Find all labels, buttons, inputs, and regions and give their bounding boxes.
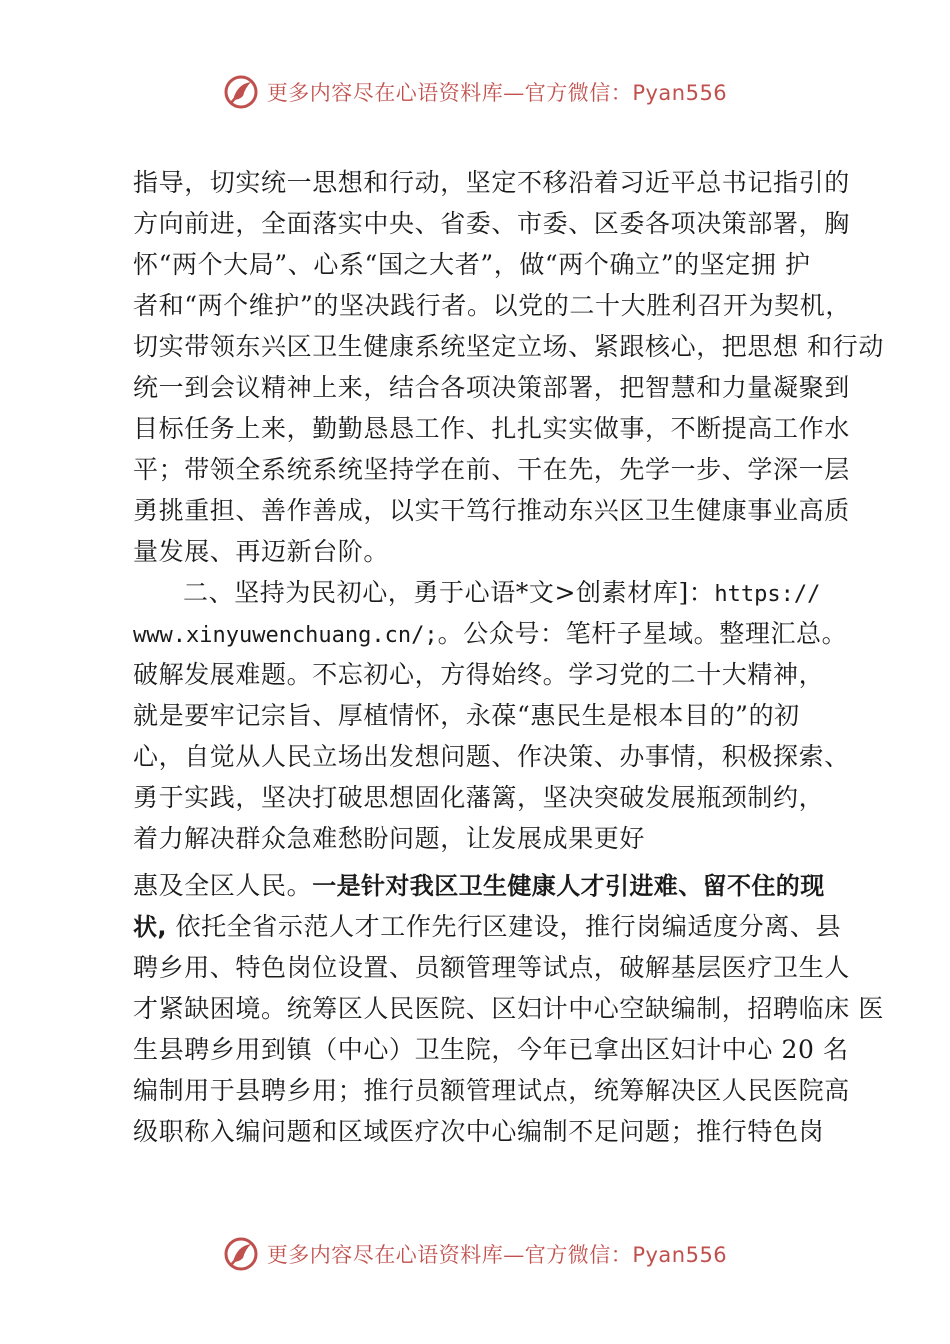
header-watermark (0, 70, 950, 114)
paragraph-line: 平；带领全系统系统坚持学在前、干在先，先学一步、学深一层 (133, 455, 850, 484)
paragraph-line: 怀“两个大局”、心系“国之大者”，做“两个确立”的坚定拥 护 (133, 250, 811, 279)
brand-logo-icon (223, 1236, 259, 1272)
footer-watermark-text: 更多内容尽在心语资料库—官方微信：Pyan556 (266, 1243, 728, 1267)
paragraph-line: 方向前进，全面落实中央、省委、市委、区委各项决策部署，胸 (133, 209, 850, 238)
paragraph-line: 统一到会议精神上来，结合各项决策部署，把智慧和力量凝聚到 (133, 373, 850, 402)
paragraph-line: 级职称入编问题和区域医疗次中心编制不足问题；推行特色岗 (133, 1117, 825, 1146)
paragraph-line: 勇于实践，坚决打破思想固化藩篱，坚决突破发展瓶颈制约， (133, 783, 825, 812)
paragraph-line: 生县聘乡用到镇（中心）卫生院，今年已拿出区妇计中心 20 名 (133, 1035, 849, 1064)
emphasis-text: 一是针对我区卫生健康人才引进难、留不住的现 (312, 872, 825, 900)
paragraph-line: www.xinyuwenchuang.cn/;。公众号：笔杆子星域。整理汇总。 (133, 619, 848, 648)
paragraph-line: 才紧缺困境。统筹区人民医院、区妇计中心空缺编制，招聘临床 医 (133, 994, 884, 1023)
paragraph-line: 破解发展难题。不忘初心，方得始终。学习党的二十大精神， (133, 660, 825, 689)
section-heading-line: 二、坚持为民初心，勇于心语*文>创素材库]：https:// (183, 578, 821, 607)
paragraph-line: 惠及全区人民。一是针对我区卫生健康人才引进难、留不住的现 (133, 871, 825, 900)
paragraph-line: 状, 依托全省示范人才工作先行区建设，推行岗编适度分离、县 (133, 912, 842, 941)
document-body (133, 162, 884, 1152)
paragraph-line: 勇挑重担、善作善成，以实干笃行推动东兴区卫生健康事业高质 (133, 496, 850, 525)
emphasis-text: 状, (133, 913, 167, 941)
paragraph-line: 着力解决群众急难愁盼问题，让发展成果更好 (133, 824, 646, 853)
paragraph-line: 编制用于县聘乡用；推行员额管理试点，统筹解决区人民医院高 (133, 1076, 850, 1105)
paragraph-line: 指导，切实统一思想和行动，坚定不移沿着习近平总书记指引的 (133, 168, 850, 197)
paragraph-line: 聘乡用、特色岗位设置、员额管理等试点，破解基层医疗卫生人 (133, 953, 850, 982)
paragraph-line: 切实带领东兴区卫生健康系统坚定立场、紧跟核心，把思想 和行动 (133, 332, 884, 361)
paragraph-line: 目标任务上来，勤勤恳恳工作、扎扎实实做事，不断提高工作水 (133, 414, 850, 443)
brand-logo-icon (223, 74, 259, 110)
paragraph-line: 就是要牢记宗旨、厚植情怀，永葆“惠民生是根本目的”的初 (133, 701, 800, 730)
paragraph-line: 者和“两个维护”的坚决践行者。以党的二十大胜利召开为契机， (133, 291, 851, 320)
header-watermark-text: 更多内容尽在心语资料库—官方微信：Pyan556 (266, 81, 728, 105)
footer-watermark (0, 1232, 950, 1276)
paragraph-line: 心，自觉从人民立场出发想问题、作决策、办事情，积极探索、 (133, 742, 850, 771)
paragraph-line: 量发展、再迈新台阶。 (133, 537, 390, 566)
